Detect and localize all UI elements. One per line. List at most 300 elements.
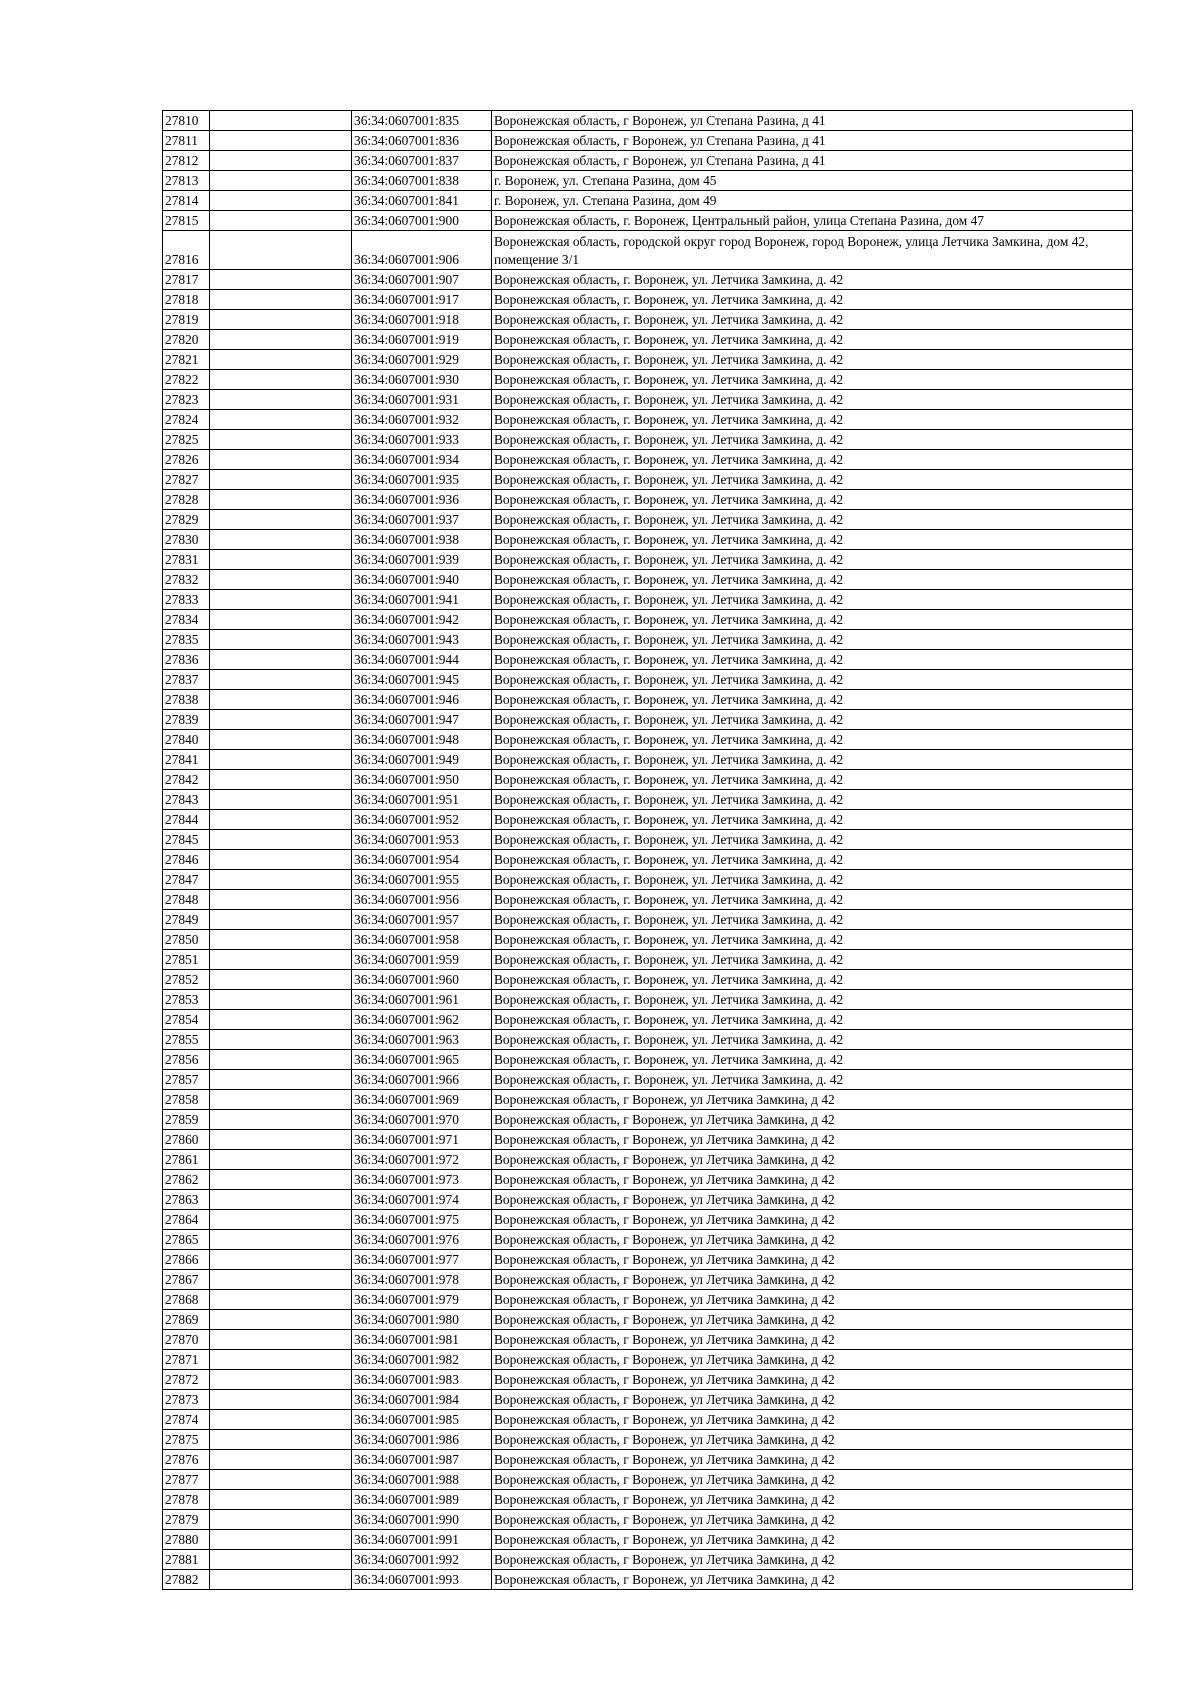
- empty-cell: [210, 710, 352, 730]
- empty-cell: [210, 490, 352, 510]
- cadastral-number-cell: 36:34:0607001:978: [352, 1270, 492, 1290]
- table-row: [163, 1210, 1133, 1230]
- table-row: [163, 1010, 1133, 1030]
- table-row: [163, 1510, 1133, 1530]
- table-row: [163, 1490, 1133, 1510]
- cadastral-number-cell: 36:34:0607001:907: [352, 270, 492, 290]
- row-number-cell: 27821: [163, 350, 210, 370]
- empty-cell: [210, 1230, 352, 1250]
- empty-cell: [210, 231, 352, 270]
- cadastral-number-cell: 36:34:0607001:906: [352, 231, 492, 270]
- table-row: [163, 1170, 1133, 1190]
- empty-cell: [210, 650, 352, 670]
- address-cell: г. Воронеж, ул. Степана Разина, дом 49: [492, 191, 1133, 211]
- address-cell: Воронежская область, г. Воронеж, ул. Летчика Замкина, д. 42: [492, 1050, 1133, 1070]
- cadastral-number-cell: 36:34:0607001:963: [352, 1030, 492, 1050]
- table-row: [163, 1350, 1133, 1370]
- address-cell: Воронежская область, г. Воронеж, ул. Летчика Замкина, д. 42: [492, 970, 1133, 990]
- table-row: [163, 570, 1133, 590]
- empty-cell: [210, 350, 352, 370]
- empty-cell: [210, 111, 352, 131]
- cadastral-number-cell: 36:34:0607001:972: [352, 1150, 492, 1170]
- address-cell: Воронежская область, г. Воронеж, ул. Летчика Замкина, д. 42: [492, 930, 1133, 950]
- address-cell: Воронежская область, г. Воронеж, ул. Летчика Замкина, д. 42: [492, 490, 1133, 510]
- table-row: [163, 1550, 1133, 1570]
- table-row: [163, 131, 1133, 151]
- row-number-cell: 27825: [163, 430, 210, 450]
- table-row: [163, 111, 1133, 131]
- row-number-cell: 27827: [163, 470, 210, 490]
- row-number-cell: 27858: [163, 1090, 210, 1110]
- cadastral-number-cell: 36:34:0607001:918: [352, 310, 492, 330]
- table-row: [163, 710, 1133, 730]
- empty-cell: [210, 1330, 352, 1350]
- table-row: [163, 151, 1133, 171]
- empty-cell: [210, 630, 352, 650]
- row-number-cell: 27834: [163, 610, 210, 630]
- row-number-cell: 27879: [163, 1510, 210, 1530]
- address-cell: Воронежская область, г. Воронеж, ул. Летчика Замкина, д. 42: [492, 890, 1133, 910]
- address-cell: Воронежская область, г. Воронеж, ул. Летчика Замкина, д. 42: [492, 450, 1133, 470]
- cadastral-number-cell: 36:34:0607001:959: [352, 950, 492, 970]
- address-cell: Воронежская область, г Воронеж, ул Летчика Замкина, д 42: [492, 1110, 1133, 1130]
- row-number-cell: 27810: [163, 111, 210, 131]
- empty-cell: [210, 1550, 352, 1570]
- empty-cell: [210, 1450, 352, 1470]
- empty-cell: [210, 370, 352, 390]
- row-number-cell: 27866: [163, 1250, 210, 1270]
- table-row: [163, 370, 1133, 390]
- row-number-cell: 27838: [163, 690, 210, 710]
- row-number-cell: 27841: [163, 750, 210, 770]
- address-cell: Воронежская область, г Воронеж, ул Летчика Замкина, д 42: [492, 1130, 1133, 1150]
- address-cell: Воронежская область, г Воронеж, ул Летчика Замкина, д 42: [492, 1510, 1133, 1530]
- table-row: [163, 470, 1133, 490]
- row-number-cell: 27859: [163, 1110, 210, 1130]
- table-row: [163, 1470, 1133, 1490]
- row-number-cell: 27876: [163, 1450, 210, 1470]
- empty-cell: [210, 1510, 352, 1530]
- empty-cell: [210, 1270, 352, 1290]
- table-row: [163, 670, 1133, 690]
- table-row: [163, 1130, 1133, 1150]
- cadastral-number-cell: 36:34:0607001:965: [352, 1050, 492, 1070]
- table-row: [163, 850, 1133, 870]
- table-row: [163, 590, 1133, 610]
- table-row: [163, 890, 1133, 910]
- empty-cell: [210, 1110, 352, 1130]
- empty-cell: [210, 610, 352, 630]
- table-row: [163, 390, 1133, 410]
- table-row: [163, 490, 1133, 510]
- cadastral-number-cell: 36:34:0607001:991: [352, 1530, 492, 1550]
- empty-cell: [210, 590, 352, 610]
- row-number-cell: 27848: [163, 890, 210, 910]
- row-number-cell: 27813: [163, 171, 210, 191]
- address-cell: Воронежская область, г. Воронеж, ул. Летчика Замкина, д. 42: [492, 330, 1133, 350]
- empty-cell: [210, 1290, 352, 1310]
- empty-cell: [210, 1470, 352, 1490]
- empty-cell: [210, 830, 352, 850]
- address-cell: Воронежская область, г Воронеж, ул Летчика Замкина, д 42: [492, 1250, 1133, 1270]
- empty-cell: [210, 770, 352, 790]
- row-number-cell: 27822: [163, 370, 210, 390]
- cadastral-number-cell: 36:34:0607001:993: [352, 1570, 492, 1590]
- cadastral-number-cell: 36:34:0607001:949: [352, 750, 492, 770]
- cadastral-number-cell: 36:34:0607001:982: [352, 1350, 492, 1370]
- empty-cell: [210, 1530, 352, 1550]
- row-number-cell: 27835: [163, 630, 210, 650]
- address-cell: Воронежская область, г. Воронеж, ул. Летчика Замкина, д. 42: [492, 470, 1133, 490]
- empty-cell: [210, 1170, 352, 1190]
- table-row: [163, 510, 1133, 530]
- row-number-cell: 27849: [163, 910, 210, 930]
- row-number-cell: 27818: [163, 290, 210, 310]
- table-row: [163, 1330, 1133, 1350]
- table-row: [163, 1390, 1133, 1410]
- empty-cell: [210, 1070, 352, 1090]
- row-number-cell: 27844: [163, 810, 210, 830]
- table-row: [163, 310, 1133, 330]
- address-cell: Воронежская область, г. Воронеж, ул. Летчика Замкина, д. 42: [492, 1070, 1133, 1090]
- address-cell: Воронежская область, г Воронеж, ул Летчика Замкина, д 42: [492, 1410, 1133, 1430]
- empty-cell: [210, 890, 352, 910]
- cadastral-number-cell: 36:34:0607001:838: [352, 171, 492, 191]
- table-row: [163, 1410, 1133, 1430]
- cadastral-number-cell: 36:34:0607001:976: [352, 1230, 492, 1250]
- row-number-cell: 27877: [163, 1470, 210, 1490]
- cadastral-number-cell: 36:34:0607001:931: [352, 390, 492, 410]
- row-number-cell: 27839: [163, 710, 210, 730]
- row-number-cell: 27829: [163, 510, 210, 530]
- empty-cell: [210, 990, 352, 1010]
- table-row: [163, 1110, 1133, 1130]
- empty-cell: [210, 1150, 352, 1170]
- address-cell: Воронежская область, г. Воронеж, ул. Летчика Замкина, д. 42: [492, 950, 1133, 970]
- table-row: [163, 530, 1133, 550]
- row-number-cell: 27815: [163, 211, 210, 231]
- table-row: [163, 430, 1133, 450]
- cadastral-number-cell: 36:34:0607001:941: [352, 590, 492, 610]
- cadastral-number-cell: 36:34:0607001:977: [352, 1250, 492, 1270]
- address-cell: Воронежская область, г. Воронеж, ул. Летчика Замкина, д. 42: [492, 290, 1133, 310]
- address-cell: Воронежская область, г Воронеж, ул Летчика Замкина, д 42: [492, 1230, 1133, 1250]
- empty-cell: [210, 1430, 352, 1450]
- cadastral-number-cell: 36:34:0607001:942: [352, 610, 492, 630]
- row-number-cell: 27836: [163, 650, 210, 670]
- cadastral-number-cell: 36:34:0607001:975: [352, 1210, 492, 1230]
- cadastral-number-cell: 36:34:0607001:966: [352, 1070, 492, 1090]
- table-row: [163, 1530, 1133, 1550]
- address-cell: Воронежская область, г Воронеж, ул Летчика Замкина, д 42: [492, 1310, 1133, 1330]
- cadastral-number-cell: 36:34:0607001:835: [352, 111, 492, 131]
- cadastral-number-cell: 36:34:0607001:970: [352, 1110, 492, 1130]
- cadastral-number-cell: 36:34:0607001:837: [352, 151, 492, 171]
- address-cell: Воронежская область, г Воронеж, ул Степана Разина, д 41: [492, 131, 1133, 151]
- cadastral-number-cell: 36:34:0607001:979: [352, 1290, 492, 1310]
- row-number-cell: 27857: [163, 1070, 210, 1090]
- cadastral-number-cell: 36:34:0607001:958: [352, 930, 492, 950]
- empty-cell: [210, 670, 352, 690]
- row-number-cell: 27871: [163, 1350, 210, 1370]
- row-number-cell: 27828: [163, 490, 210, 510]
- address-cell: Воронежская область, г. Воронеж, ул. Летчика Замкина, д. 42: [492, 730, 1133, 750]
- address-cell: Воронежская область, г. Воронеж, ул. Летчика Замкина, д. 42: [492, 670, 1133, 690]
- row-number-cell: 27865: [163, 1230, 210, 1250]
- cadastral-number-cell: 36:34:0607001:960: [352, 970, 492, 990]
- empty-cell: [210, 530, 352, 550]
- cadastral-number-cell: 36:34:0607001:946: [352, 690, 492, 710]
- empty-cell: [210, 750, 352, 770]
- row-number-cell: 27868: [163, 1290, 210, 1310]
- row-number-cell: 27826: [163, 450, 210, 470]
- cadastral-number-cell: 36:34:0607001:974: [352, 1190, 492, 1210]
- empty-cell: [210, 310, 352, 330]
- address-cell: Воронежская область, г Воронеж, ул Летчика Замкина, д 42: [492, 1350, 1133, 1370]
- address-cell: Воронежская область, г. Воронеж, ул. Летчика Замкина, д. 42: [492, 430, 1133, 450]
- row-number-cell: 27840: [163, 730, 210, 750]
- row-number-cell: 27845: [163, 830, 210, 850]
- row-number-cell: 27861: [163, 1150, 210, 1170]
- row-number-cell: 27854: [163, 1010, 210, 1030]
- cadastral-number-cell: 36:34:0607001:969: [352, 1090, 492, 1110]
- address-cell: Воронежская область, г Воронеж, ул Летчика Замкина, д 42: [492, 1190, 1133, 1210]
- table-row: [163, 1370, 1133, 1390]
- cadastral-number-cell: 36:34:0607001:981: [352, 1330, 492, 1350]
- row-number-cell: 27846: [163, 850, 210, 870]
- address-cell: Воронежская область, г Воронеж, ул Степана Разина, д 41: [492, 151, 1133, 171]
- table-row: [163, 450, 1133, 470]
- empty-cell: [210, 1030, 352, 1050]
- cadastral-number-cell: 36:34:0607001:944: [352, 650, 492, 670]
- row-number-cell: 27812: [163, 151, 210, 171]
- row-number-cell: 27847: [163, 870, 210, 890]
- empty-cell: [210, 1250, 352, 1270]
- cadastral-number-cell: 36:34:0607001:962: [352, 1010, 492, 1030]
- row-number-cell: 27870: [163, 1330, 210, 1350]
- address-cell: Воронежская область, г. Воронеж, ул. Летчика Замкина, д. 42: [492, 870, 1133, 890]
- cadastral-number-cell: 36:34:0607001:935: [352, 470, 492, 490]
- address-cell: Воронежская область, г Воронеж, ул Летчика Замкина, д 42: [492, 1290, 1133, 1310]
- address-cell: Воронежская область, г Воронеж, ул Летчика Замкина, д 42: [492, 1270, 1133, 1290]
- address-cell: Воронежская область, г. Воронеж, ул. Летчика Замкина, д. 42: [492, 1010, 1133, 1030]
- address-cell: Воронежская область, г. Воронеж, ул. Летчика Замкина, д. 42: [492, 830, 1133, 850]
- address-cell: Воронежская область, г. Воронеж, ул. Летчика Замкина, д. 42: [492, 530, 1133, 550]
- row-number-cell: 27816: [163, 231, 210, 270]
- address-cell: Воронежская область, г. Воронеж, ул. Летчика Замкина, д. 42: [492, 750, 1133, 770]
- cadastral-number-cell: 36:34:0607001:841: [352, 191, 492, 211]
- empty-cell: [210, 910, 352, 930]
- cadastral-number-cell: 36:34:0607001:952: [352, 810, 492, 830]
- table-row: [163, 350, 1133, 370]
- row-number-cell: 27823: [163, 390, 210, 410]
- empty-cell: [210, 211, 352, 231]
- row-number-cell: 27860: [163, 1130, 210, 1150]
- address-cell: Воронежская область, г. Воронеж, Центральный район, улица Степана Разина, дом 47: [492, 211, 1133, 231]
- address-cell: Воронежская область, г. Воронеж, ул. Летчика Замкина, д. 42: [492, 1030, 1133, 1050]
- cadastral-number-cell: 36:34:0607001:956: [352, 890, 492, 910]
- address-cell: Воронежская область, г Воронеж, ул Летчика Замкина, д 42: [492, 1530, 1133, 1550]
- table-row: [163, 231, 1133, 270]
- cadastral-number-cell: 36:34:0607001:939: [352, 550, 492, 570]
- cadastral-number-cell: 36:34:0607001:929: [352, 350, 492, 370]
- row-number-cell: 27864: [163, 1210, 210, 1230]
- address-cell: Воронежская область, г. Воронеж, ул. Летчика Замкина, д. 42: [492, 990, 1133, 1010]
- table-row: [163, 290, 1133, 310]
- cadastral-number-cell: 36:34:0607001:987: [352, 1450, 492, 1470]
- empty-cell: [210, 390, 352, 410]
- empty-cell: [210, 1350, 352, 1370]
- empty-cell: [210, 870, 352, 890]
- empty-cell: [210, 1010, 352, 1030]
- cadastral-number-cell: 36:34:0607001:971: [352, 1130, 492, 1150]
- cadastral-number-cell: 36:34:0607001:930: [352, 370, 492, 390]
- table-row: [163, 1050, 1133, 1070]
- table-row: [163, 1250, 1133, 1270]
- empty-cell: [210, 550, 352, 570]
- empty-cell: [210, 1370, 352, 1390]
- address-cell: Воронежская область, г Воронеж, ул Степана Разина, д 41: [492, 111, 1133, 131]
- empty-cell: [210, 730, 352, 750]
- address-cell: Воронежская область, г. Воронеж, ул. Летчика Замкина, д. 42: [492, 790, 1133, 810]
- table-row: [163, 1230, 1133, 1250]
- row-number-cell: 27874: [163, 1410, 210, 1430]
- table-row: [163, 1030, 1133, 1050]
- address-cell: Воронежская область, г. Воронеж, ул. Летчика Замкина, д. 42: [492, 570, 1133, 590]
- cadastral-number-cell: 36:34:0607001:900: [352, 211, 492, 231]
- table-row: [163, 1310, 1133, 1330]
- row-number-cell: 27853: [163, 990, 210, 1010]
- cadastral-number-cell: 36:34:0607001:990: [352, 1510, 492, 1530]
- address-cell: Воронежская область, г Воронеж, ул Летчика Замкина, д 42: [492, 1090, 1133, 1110]
- cadastral-number-cell: 36:34:0607001:945: [352, 670, 492, 690]
- empty-cell: [210, 1210, 352, 1230]
- row-number-cell: 27882: [163, 1570, 210, 1590]
- empty-cell: [210, 171, 352, 191]
- cadastral-number-cell: 36:34:0607001:932: [352, 410, 492, 430]
- empty-cell: [210, 330, 352, 350]
- cadastral-number-cell: 36:34:0607001:992: [352, 1550, 492, 1570]
- table-row: [163, 1290, 1133, 1310]
- empty-cell: [210, 570, 352, 590]
- table-row: [163, 830, 1133, 850]
- table-row: [163, 1090, 1133, 1110]
- cadastral-number-cell: 36:34:0607001:836: [352, 131, 492, 151]
- cadastral-number-cell: 36:34:0607001:983: [352, 1370, 492, 1390]
- empty-cell: [210, 191, 352, 211]
- address-cell: Воронежская область, г Воронеж, ул Летчика Замкина, д 42: [492, 1210, 1133, 1230]
- table-row: [163, 730, 1133, 750]
- cadastral-number-cell: 36:34:0607001:954: [352, 850, 492, 870]
- address-cell: Воронежская область, г. Воронеж, ул. Летчика Замкина, д. 42: [492, 650, 1133, 670]
- row-number-cell: 27843: [163, 790, 210, 810]
- row-number-cell: 27833: [163, 590, 210, 610]
- empty-cell: [210, 470, 352, 490]
- table-row: [163, 690, 1133, 710]
- row-number-cell: 27880: [163, 1530, 210, 1550]
- cadastral-number-cell: 36:34:0607001:989: [352, 1490, 492, 1510]
- row-number-cell: 27837: [163, 670, 210, 690]
- table-row: [163, 270, 1133, 290]
- row-number-cell: 27850: [163, 930, 210, 950]
- table-row: [163, 1570, 1133, 1590]
- table-row: [163, 410, 1133, 430]
- table-row: [163, 171, 1133, 191]
- cadastral-number-cell: 36:34:0607001:980: [352, 1310, 492, 1330]
- address-cell: Воронежская область, г Воронеж, ул Летчика Замкина, д 42: [492, 1150, 1133, 1170]
- table-row: [163, 1270, 1133, 1290]
- table-row: [163, 930, 1133, 950]
- address-cell: Воронежская область, г Воронеж, ул Летчика Замкина, д 42: [492, 1170, 1133, 1190]
- row-number-cell: 27881: [163, 1550, 210, 1570]
- address-cell: Воронежская область, г. Воронеж, ул. Летчика Замкина, д. 42: [492, 410, 1133, 430]
- row-number-cell: 27842: [163, 770, 210, 790]
- table-row: [163, 211, 1133, 231]
- table-row: [163, 770, 1133, 790]
- address-cell: Воронежская область, г. Воронеж, ул. Летчика Замкина, д. 42: [492, 630, 1133, 650]
- address-cell: Воронежская область, городской округ город Воронеж, город Воронеж, улица Летчика Замкина, дом 42, помещение 3/1: [492, 231, 1133, 270]
- empty-cell: [210, 450, 352, 470]
- row-number-cell: 27873: [163, 1390, 210, 1410]
- row-number-cell: 27852: [163, 970, 210, 990]
- empty-cell: [210, 1190, 352, 1210]
- address-cell: Воронежская область, г Воронеж, ул Летчика Замкина, д 42: [492, 1330, 1133, 1350]
- empty-cell: [210, 131, 352, 151]
- address-cell: Воронежская область, г Воронеж, ул Летчика Замкина, д 42: [492, 1450, 1133, 1470]
- empty-cell: [210, 1310, 352, 1330]
- cadastral-number-cell: 36:34:0607001:943: [352, 630, 492, 650]
- address-cell: Воронежская область, г Воронеж, ул Летчика Замкина, д 42: [492, 1570, 1133, 1590]
- address-cell: Воронежская область, г. Воронеж, ул. Летчика Замкина, д. 42: [492, 550, 1133, 570]
- row-number-cell: 27814: [163, 191, 210, 211]
- address-cell: Воронежская область, г. Воронеж, ул. Летчика Замкина, д. 42: [492, 310, 1133, 330]
- cadastral-number-cell: 36:34:0607001:951: [352, 790, 492, 810]
- row-number-cell: 27855: [163, 1030, 210, 1050]
- address-cell: Воронежская область, г. Воронеж, ул. Летчика Замкина, д. 42: [492, 350, 1133, 370]
- cadastral-number-cell: 36:34:0607001:985: [352, 1410, 492, 1430]
- address-cell: Воронежская область, г. Воронеж, ул. Летчика Замкина, д. 42: [492, 390, 1133, 410]
- row-number-cell: 27862: [163, 1170, 210, 1190]
- cadastral-number-cell: 36:34:0607001:940: [352, 570, 492, 590]
- address-cell: Воронежская область, г. Воронеж, ул. Летчика Замкина, д. 42: [492, 370, 1133, 390]
- table-row: [163, 1190, 1133, 1210]
- empty-cell: [210, 790, 352, 810]
- empty-cell: [210, 930, 352, 950]
- address-cell: г. Воронеж, ул. Степана Разина, дом 45: [492, 171, 1133, 191]
- cadastral-number-cell: 36:34:0607001:933: [352, 430, 492, 450]
- address-cell: Воронежская область, г Воронеж, ул Летчика Замкина, д 42: [492, 1490, 1133, 1510]
- empty-cell: [210, 1490, 352, 1510]
- row-number-cell: 27856: [163, 1050, 210, 1070]
- table-row: [163, 330, 1133, 350]
- table-row: [163, 970, 1133, 990]
- empty-cell: [210, 850, 352, 870]
- address-cell: Воронежская область, г. Воронеж, ул. Летчика Замкина, д. 42: [492, 850, 1133, 870]
- empty-cell: [210, 510, 352, 530]
- cadastral-number-cell: 36:34:0607001:937: [352, 510, 492, 530]
- table-row: [163, 870, 1133, 890]
- address-cell: Воронежская область, г Воронеж, ул Летчика Замкина, д 42: [492, 1550, 1133, 1570]
- empty-cell: [210, 410, 352, 430]
- table-row: [163, 1450, 1133, 1470]
- row-number-cell: 27811: [163, 131, 210, 151]
- table-row: [163, 910, 1133, 930]
- row-number-cell: 27830: [163, 530, 210, 550]
- cadastral-number-cell: 36:34:0607001:984: [352, 1390, 492, 1410]
- row-number-cell: 27872: [163, 1370, 210, 1390]
- address-cell: Воронежская область, г. Воронеж, ул. Летчика Замкина, д. 42: [492, 810, 1133, 830]
- row-number-cell: 27878: [163, 1490, 210, 1510]
